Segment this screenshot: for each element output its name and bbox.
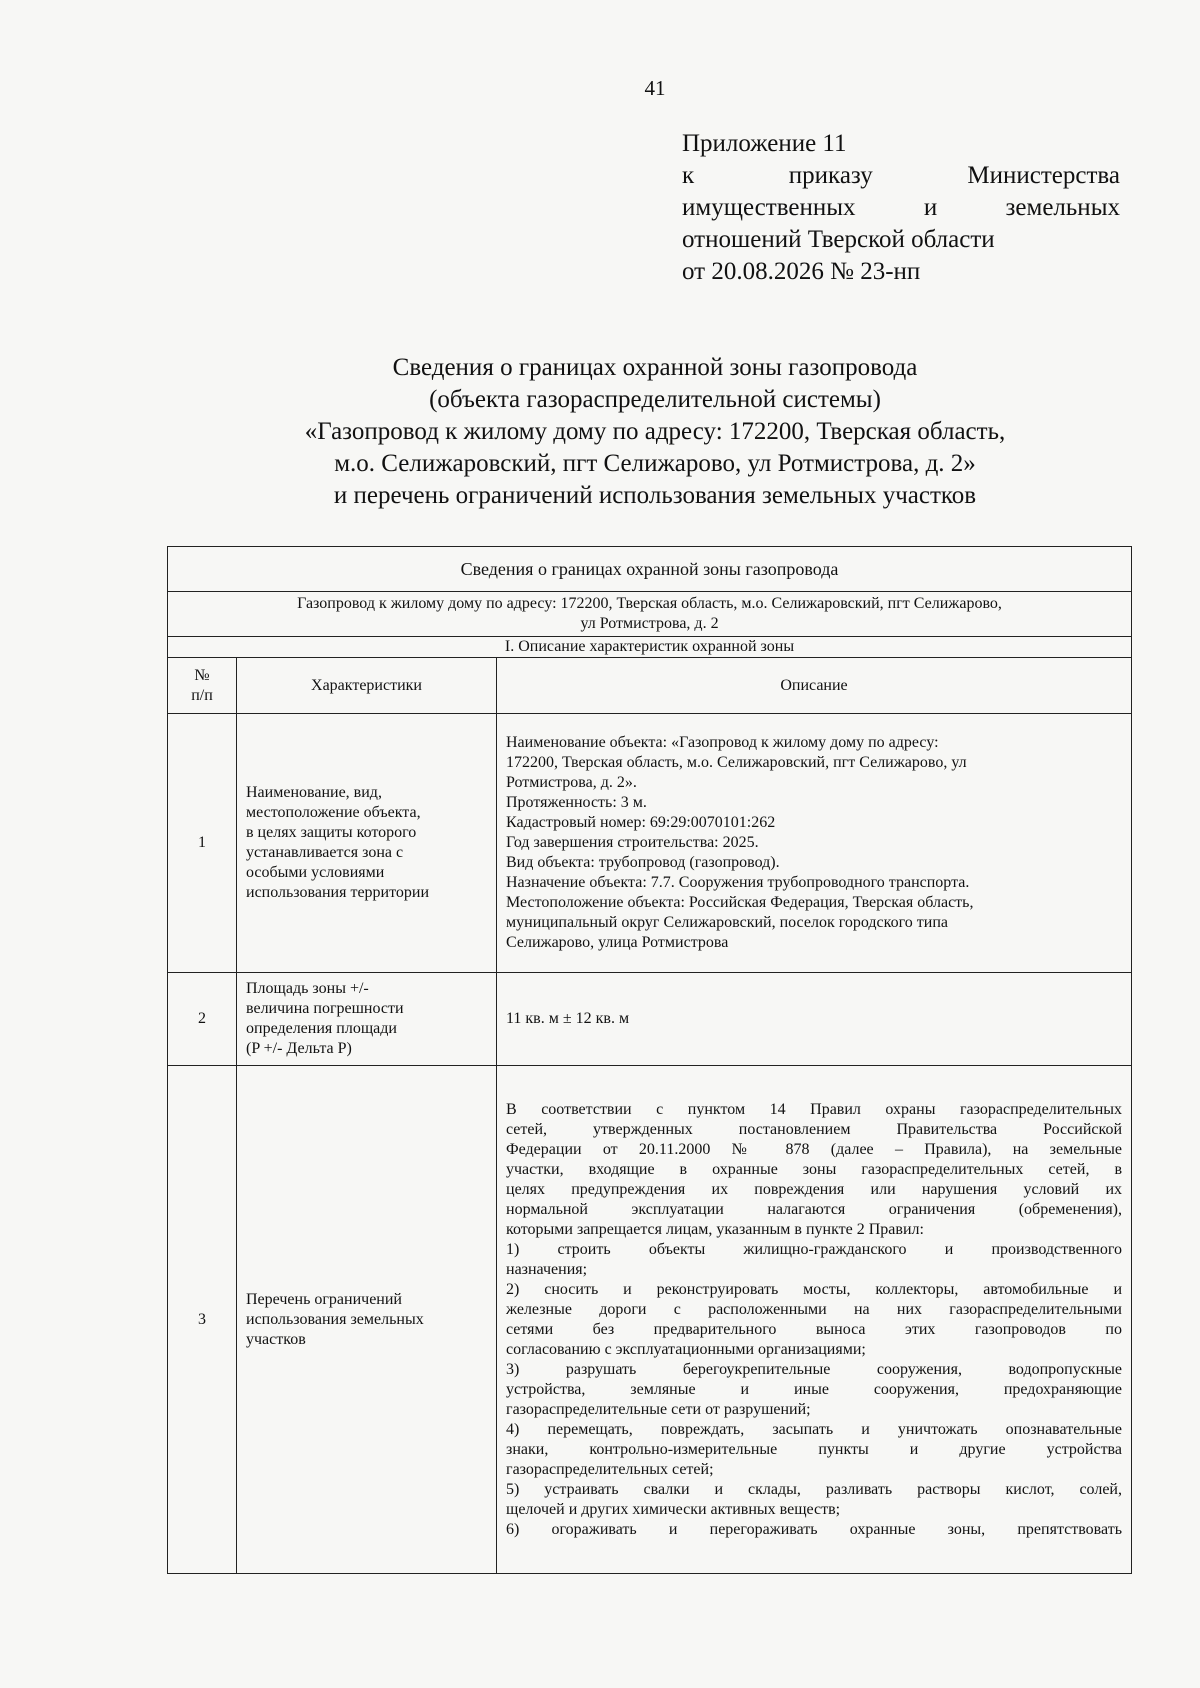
title-line: (объекта газораспределительной системы) [429, 386, 881, 413]
cell-line: сетей, утвержденных постановлением Правительства Российской [506, 1120, 1122, 1138]
cell-line: 11 кв. м ± 12 кв. м [506, 1010, 630, 1027]
cell-line: В соответствии с пунктом 14 Правил охраны газораспределительных [506, 1100, 1122, 1118]
title-line: и перечень ограничений использования земельных участков [333, 482, 977, 509]
column-header-row [168, 658, 1132, 714]
appendix-line-3 [682, 192, 1120, 224]
cell-line: 172200, Тверская область, м.о. Селижаровский, пгт Селижарово, ул [506, 754, 967, 771]
cell-line: Местоположение объекта: Российская Федерация, Тверская область, [506, 894, 974, 911]
cell-line: муниципальный округ Селижаровский, поселок городского типа [506, 914, 948, 931]
header-text: № [194, 666, 210, 684]
cell-line: (P +/- Дельта P) [246, 1040, 352, 1057]
cell-line: целях предупреждения их повреждения или нарушения условий их [506, 1180, 1122, 1198]
cell-line: Год завершения строительства: 2025. [506, 834, 759, 851]
cell-line: в целях защиты которого [246, 824, 417, 841]
row-description [497, 714, 1132, 973]
cell-line: 4) перемещать, повреждать, засыпать и уничтожать опознавательные [506, 1420, 1122, 1438]
cell-line: 2) сносить и реконструировать мосты, коллекторы, автомобильные и [506, 1280, 1122, 1298]
appendix-header [682, 128, 1120, 288]
cell-line: Площадь зоны +/- [246, 980, 369, 997]
appendix-word: к [682, 162, 695, 189]
cell-line: Федерации от 20.11.2000 № 878 (далее – Правила), на земельные [506, 1140, 1122, 1158]
cell-line: Назначение объекта: 7.7. Сооружения трубопроводного транспорта. [506, 874, 970, 891]
row-number: 1 [168, 714, 237, 973]
appendix-line-2 [682, 160, 1120, 192]
cell-line: газораспределительных сетей; [506, 1460, 714, 1478]
cell-line: использования земельных [246, 1310, 424, 1328]
appendix-line-5: от 20.08.2026 № 23-нп [682, 258, 921, 285]
cell-line: Вид объекта: трубопровод (газопровод). [506, 854, 780, 871]
title-line: «Газопровод к жилому дому по адресу: 172200, Тверская область, [304, 418, 1006, 445]
column-header-num [168, 658, 237, 714]
cell-line: величина погрешности [246, 1000, 404, 1017]
row-characteristic [237, 714, 497, 973]
header-text: п/п [191, 686, 213, 704]
cell-line: устройства, земляные и иные сооружения, предохраняющие [506, 1380, 1122, 1398]
appendix-line-1: Приложение 11 [682, 130, 847, 157]
table-row [168, 973, 1132, 1066]
cell-line: участки, входящие в охранные зоны газораспределительных сетей, в [506, 1160, 1122, 1178]
cell-line: 5) устраивать свалки и склады, разливать растворы кислот, солей, [506, 1480, 1122, 1498]
cell-line: газораспределительные сети от разрушений; [506, 1400, 811, 1418]
cell-line: определения площади [246, 1020, 397, 1037]
document-title [100, 352, 1200, 512]
row-description [497, 1066, 1132, 1574]
page-number: 41 [644, 76, 666, 100]
cell-line: Наименование объекта: «Газопровод к жилому дому по адресу: [506, 734, 939, 751]
appendix-word: и [923, 194, 938, 221]
cell-line: 3) разрушать берегоукрепительные сооружения, водопропускные [506, 1360, 1122, 1378]
cell-line: Селижарово, улица Ротмистрова [506, 934, 729, 951]
column-header-characteristics: Характеристики [237, 658, 497, 714]
cell-line: согласованию с эксплуатационными организациями; [506, 1340, 866, 1358]
table-row [168, 714, 1132, 973]
cell-line: участков [246, 1330, 306, 1348]
cell-line: Ротмистрова, д. 2». [506, 774, 637, 791]
cell-line: сетями без предварительного выноса этих газопроводов по [506, 1320, 1122, 1338]
cell-line: Кадастровый номер: 69:29:0070101:262 [506, 814, 776, 831]
row-characteristic [237, 1066, 497, 1574]
appendix-word: земельных [1005, 194, 1120, 221]
cell-line: 6) огораживать и перегораживать охранные зоны, препятствовать [506, 1520, 1122, 1538]
table-caption: Сведения о границах охранной зоны газопровода [168, 547, 1132, 592]
object-name-line: Газопровод к жилому дому по адресу: 172200, Тверская область, м.о. Селижаровский, пгт Селижарово, [297, 595, 1002, 612]
cell-line: использования территории [246, 884, 430, 901]
row-characteristic [237, 973, 497, 1066]
appendix-line-4: отношений Тверской области [682, 226, 995, 253]
cell-line: щелочей и других химически активных веществ; [506, 1500, 841, 1518]
section-heading: I. Описание характеристик охранной зоны [168, 637, 1132, 658]
cell-line: знаки, контрольно-измерительные пункты и другие устройства [506, 1440, 1122, 1458]
cell-line: которыми запрещается лицам, указанным в пункте 2 Правил: [506, 1220, 924, 1238]
object-name-cell [168, 592, 1132, 637]
title-line: Сведения о границах охранной зоны газопровода [392, 354, 918, 381]
cell-line: Наименование, вид, [246, 784, 382, 801]
cell-line: особыми условиями [246, 864, 385, 881]
cell-line: устанавливается зона с [246, 844, 404, 861]
cell-line: нормальной эксплуатации налагаются ограничения (обременения), [506, 1200, 1122, 1218]
cell-line: назначения; [506, 1260, 588, 1278]
row-number: 3 [168, 1066, 237, 1574]
cell-line: железные дороги с расположенными на них газораспределительными [506, 1300, 1122, 1318]
appendix-word: приказу [788, 162, 873, 189]
cell-line: 1) строить объекты жилищно-гражданского и производственного [506, 1240, 1122, 1258]
cell-line: местоположение объекта, [246, 804, 421, 821]
cell-line: Перечень ограничений [246, 1290, 402, 1308]
row-description [497, 973, 1132, 1066]
column-header-description: Описание [497, 658, 1132, 714]
object-name-line: ул Ротмистрова, д. 2 [580, 615, 719, 632]
appendix-word: Министерства [967, 162, 1120, 189]
zone-info-table [167, 546, 1132, 1574]
cell-line: Протяженность: 3 м. [506, 794, 647, 811]
appendix-word: имущественных [682, 194, 856, 221]
title-line: м.о. Селижаровский, пгт Селижарово, ул Ротмистрова, д. 2» [334, 450, 976, 477]
table-row [168, 1066, 1132, 1574]
row-number: 2 [168, 973, 237, 1066]
